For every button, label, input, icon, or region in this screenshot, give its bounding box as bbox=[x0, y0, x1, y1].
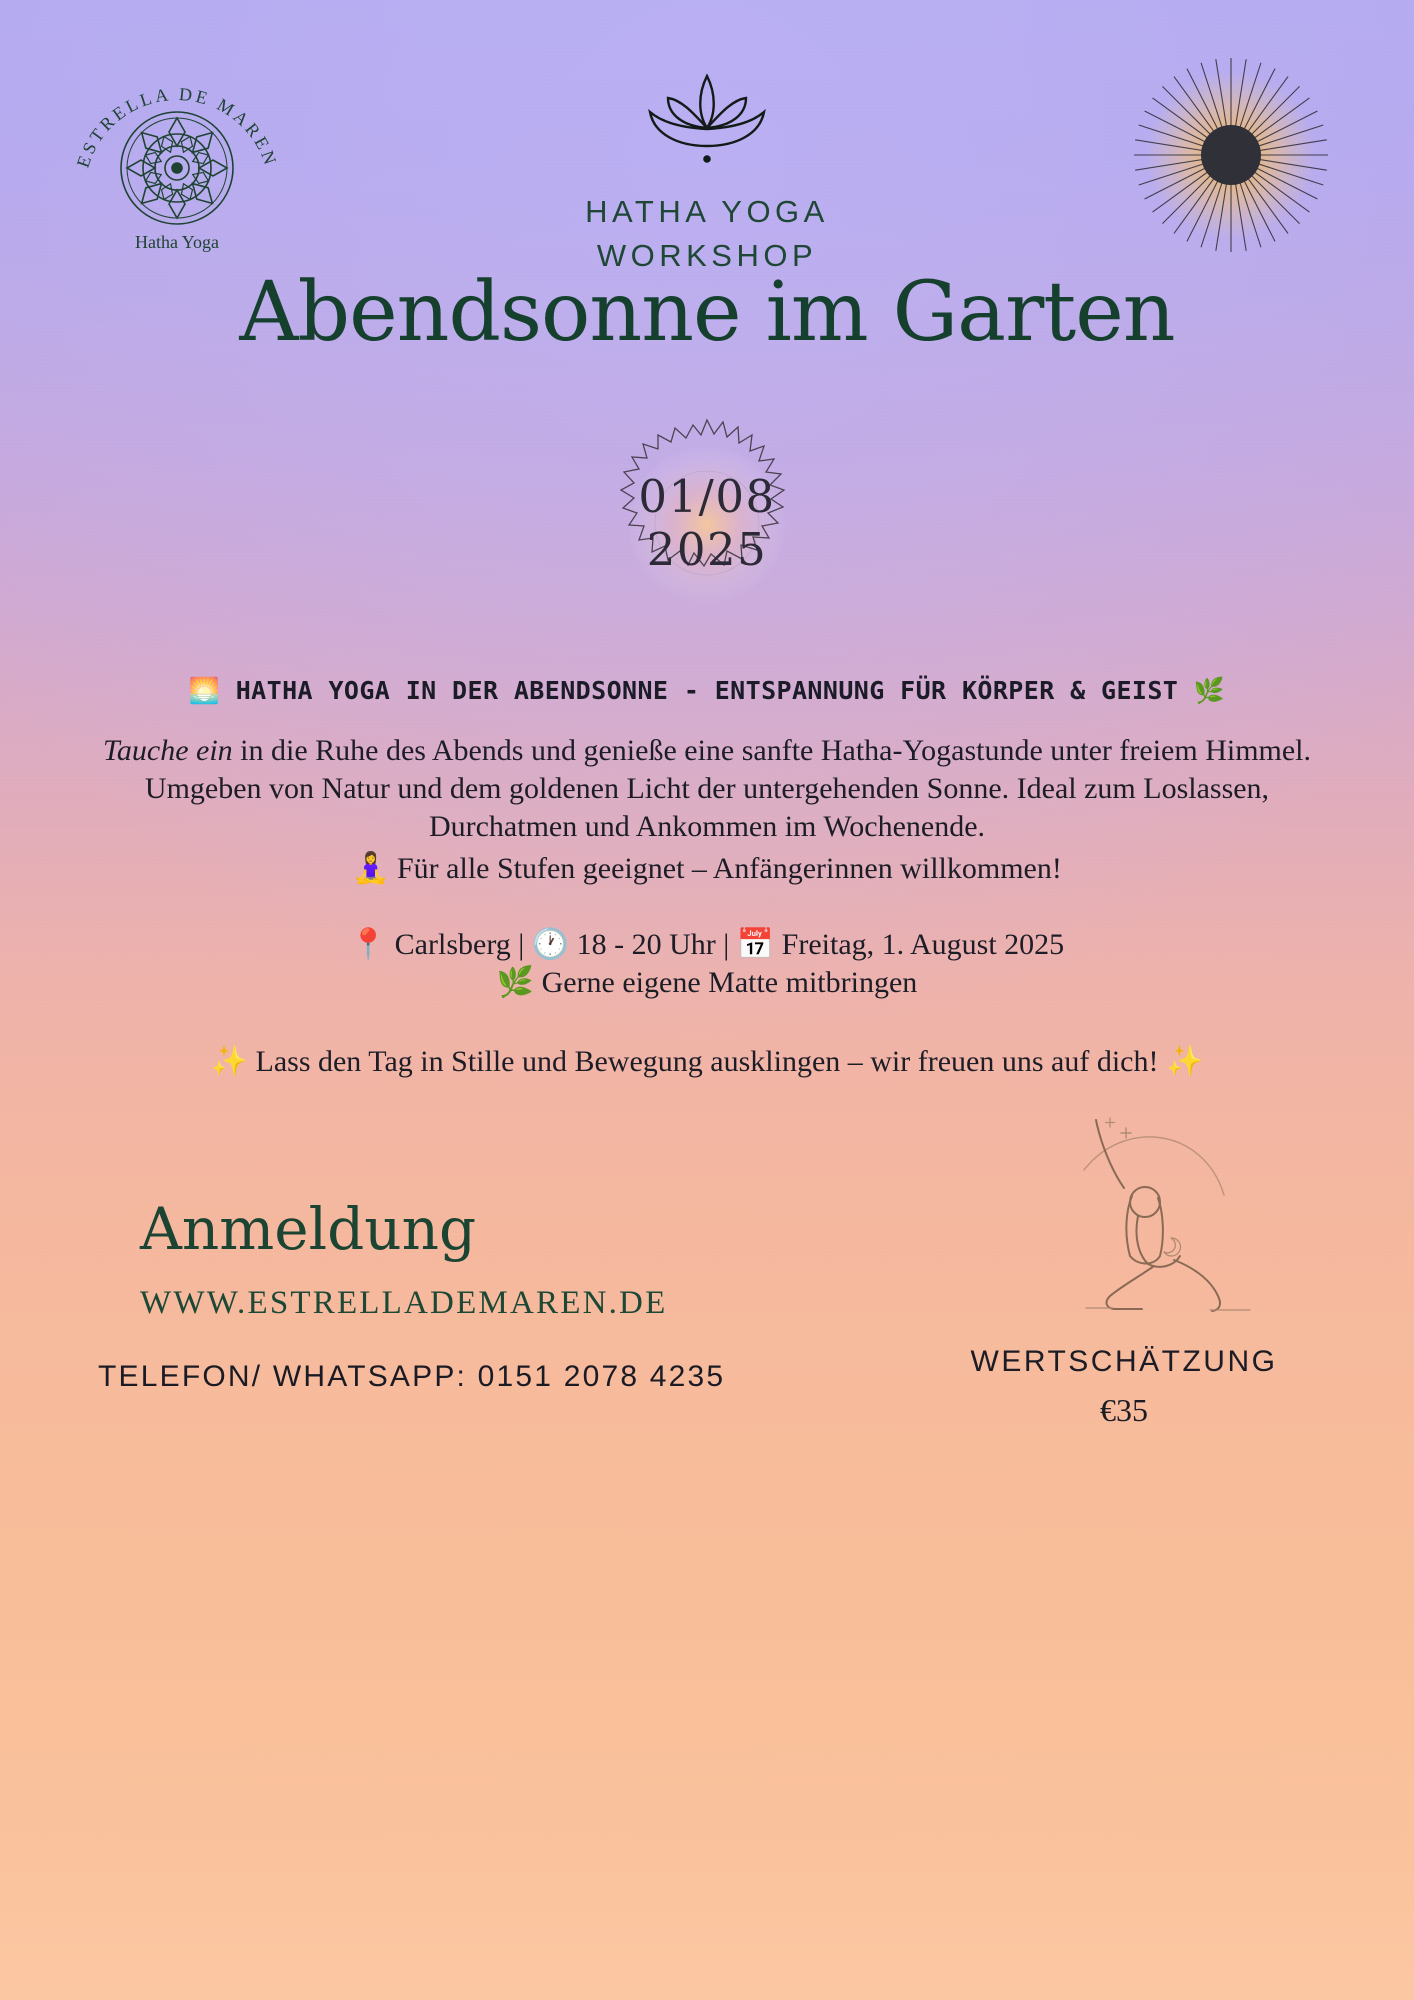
date-badge-line-2: 2025 bbox=[646, 523, 768, 577]
calendar-emoji-icon: 📅 bbox=[736, 927, 775, 963]
levels-text: Für alle Stufen geeignet – Anfängerinnen willkommen! bbox=[397, 852, 1062, 886]
intro-paragraph bbox=[96, 732, 1318, 846]
herb-emoji-icon: 🌿 bbox=[1193, 676, 1226, 705]
location-pin-emoji-icon: 📍 bbox=[349, 927, 388, 963]
separator-2: | bbox=[723, 928, 730, 962]
sunrise-emoji-icon: 🌅 bbox=[188, 676, 221, 705]
mat-text: Gerne eigene Matte mitbringen bbox=[541, 966, 918, 1000]
tagline bbox=[96, 676, 1318, 706]
tagline-text: HATHA YOGA IN DER ABENDSONNE - ENTSPANNUNG FÜR KÖRPER & GEIST bbox=[235, 676, 1179, 705]
details-line-2 bbox=[96, 964, 1318, 1002]
phone-contact[interactable]: TELEFON/ WHATSAPP: 0151 2078 4235 bbox=[98, 1360, 726, 1393]
brand-subtitle: Hatha Yoga bbox=[135, 232, 219, 252]
time-text: 18 - 20 Uhr bbox=[576, 928, 716, 962]
lotus-icon bbox=[642, 66, 772, 176]
date-text: Freitag, 1. August 2025 bbox=[781, 928, 1065, 962]
closing-paragraph bbox=[96, 1043, 1318, 1081]
herb-emoji-icon-2: 🌿 bbox=[496, 965, 535, 1001]
website-link[interactable]: WWW.ESTRELLADEMAREN.DE bbox=[140, 1285, 668, 1321]
yoga-pose-icon bbox=[1014, 1110, 1274, 1325]
price-value: €35 bbox=[1100, 1392, 1148, 1428]
date-badge-text bbox=[557, 470, 857, 576]
eyebrow-line-2: WORKSHOP bbox=[596, 238, 818, 274]
body-content bbox=[96, 676, 1318, 1081]
page-title: Abendsonne im Garten bbox=[239, 265, 1175, 360]
details-line-1 bbox=[96, 926, 1318, 964]
levels-paragraph bbox=[96, 850, 1318, 888]
svg-text:ESTRELLA DE MAREN: ESTRELLA DE MAREN bbox=[72, 83, 282, 171]
clock-emoji-icon: 🕐 bbox=[531, 927, 570, 963]
date-badge bbox=[557, 415, 857, 645]
closing-text: Lass den Tag in Stille und Bewegung ausklingen – wir freuen uns auf dich! bbox=[255, 1044, 1159, 1078]
eyebrow-line-1: HATHA YOGA bbox=[585, 194, 829, 229]
price-label: WERTSCHÄTZUNG bbox=[970, 1345, 1278, 1378]
date-badge-line-1: 01/08 bbox=[638, 470, 776, 523]
yoga-woman-emoji-icon: 🧘‍♀️ bbox=[352, 851, 390, 887]
sparkle-emoji-icon-2: ✨ bbox=[1166, 1043, 1204, 1079]
intro-rest: in die Ruhe des Abends und genieße eine sanfte Hatha-Yogastunde unter freiem Himmel. Umgeben von Natur und dem goldenen Licht der untergehenden Sonne. Ideal zum Loslassen, Durchatmen und Ankommen im Wochenende. bbox=[144, 734, 1312, 844]
intro-italic: Tauche ein bbox=[102, 734, 233, 767]
location-text: Carlsberg bbox=[394, 928, 511, 962]
details-paragraph bbox=[96, 926, 1318, 1002]
sparkle-emoji-icon: ✨ bbox=[210, 1043, 248, 1079]
separator-1: | bbox=[518, 928, 525, 962]
registration-heading: Anmeldung bbox=[140, 1195, 477, 1263]
